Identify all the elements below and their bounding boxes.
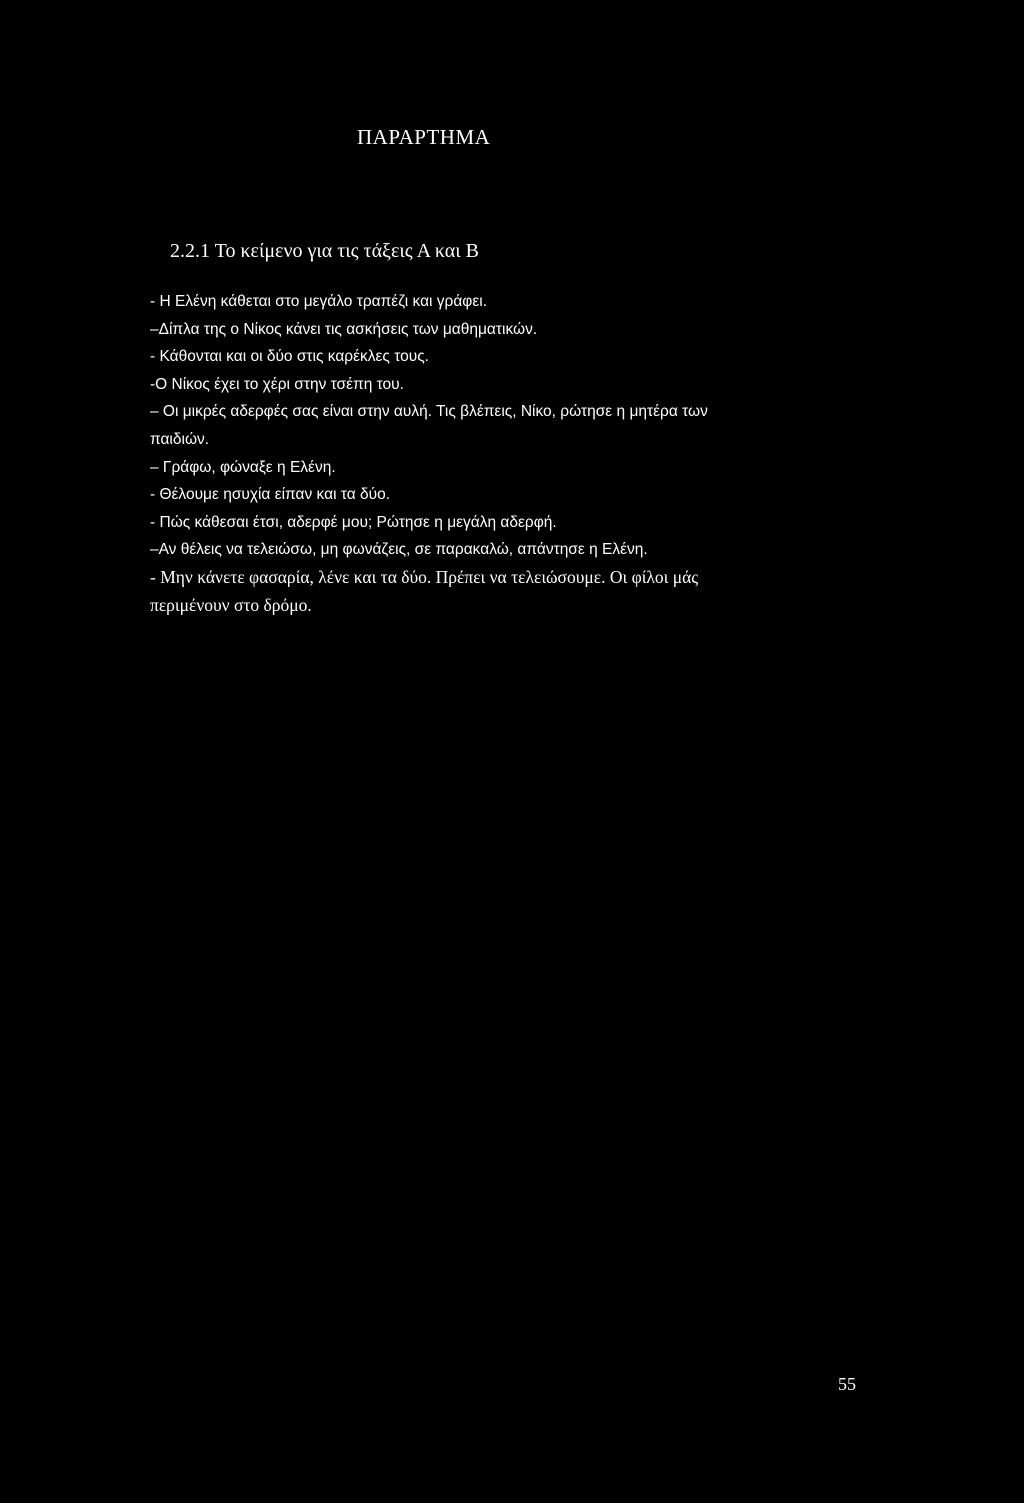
text-line: – Γράφω, φώναξε η Ελένη. bbox=[150, 458, 336, 476]
section-title: 2.2.1 Το κείμενο για τις τάξεις Α και Β bbox=[170, 240, 480, 262]
text-line: - Μην κάνετε φασαρία, λένε και τα δύο. Πρέπει να τελειώσουμε. Οι φίλοι μάς bbox=[150, 566, 699, 587]
text-line: –Αν θέλεις να τελειώσω, μη φωνάζεις, σε παρακαλώ, απάντησε η Ελένη. bbox=[150, 541, 648, 559]
text-line: – Οι μικρές αδερφές σας είναι στην αυλή. Τις βλέπεις, Νίκο, ρώτησε η μητέρα των bbox=[150, 403, 708, 421]
text-line: περιμένουν στο δρόμο. bbox=[150, 594, 312, 615]
text-line: παιδιών. bbox=[150, 430, 210, 448]
text-line: -Ο Νίκος έχει το χέρι στην τσέπη του. bbox=[150, 375, 404, 393]
text-line: - Θέλουμε ησυχία είπαν και τα δύο. bbox=[150, 486, 391, 504]
text-line: - Πώς κάθεσαι έτσι, αδερφέ μου; Ρώτησε η μεγάλη αδερφή. bbox=[150, 513, 557, 531]
page-heading: ΠΑΡΑΡΤΗΜΑ bbox=[357, 125, 491, 149]
text-line: –Δίπλα της ο Νίκος κάνει τις ασκήσεις των μαθηματικών. bbox=[150, 320, 538, 338]
story-text bbox=[150, 288, 870, 619]
page-number: 55 bbox=[838, 1374, 856, 1394]
text-line: - Η Ελένη κάθεται στο μεγάλο τραπέζι και γράφει. bbox=[150, 293, 488, 310]
text-line: - Κάθονται και οι δύο στις καρέκλες τους. bbox=[150, 348, 429, 366]
